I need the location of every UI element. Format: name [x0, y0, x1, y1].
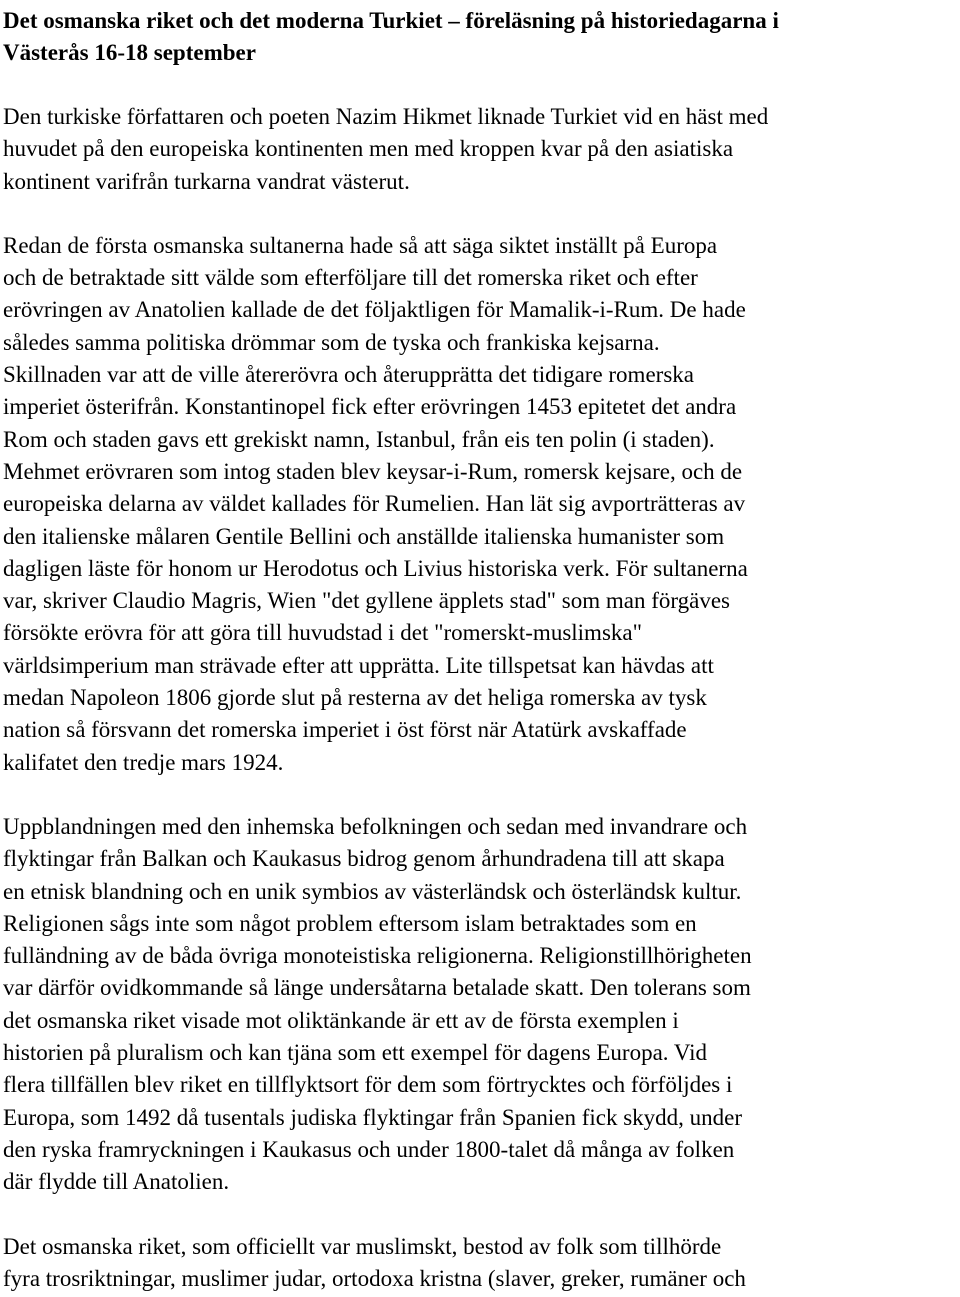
title-line: Västerås 16-18 september	[3, 40, 256, 65]
paragraph-line: den ryska framryckningen i Kaukasus och under 1800-talet då många av folken	[3, 1136, 735, 1162]
paragraph-3	[3, 811, 953, 1199]
paragraph-line: kalifatet den tredje mars 1924.	[3, 749, 284, 775]
document-page	[3, 5, 953, 1295]
paragraph-line: nation så försvann det romerska imperiet i öst först när Atatürk avskaffade	[3, 717, 687, 743]
paragraph-line: huvudet på den europeiska kontinenten men med kroppen kvar på den asiatiska	[3, 136, 734, 162]
paragraph-line: fulländning av de båda övriga monoteistiska religionerna. Religionstillhörigheten	[3, 943, 752, 969]
paragraph-2	[3, 230, 953, 779]
paragraph-line: Religionen sågs inte som något problem eftersom islam betraktades som en	[3, 910, 697, 936]
paragraph-line: imperiet österifrån. Konstantinopel fick efter erövringen 1453 epitetet det andra	[3, 394, 737, 420]
document-title	[3, 5, 953, 69]
paragraph-line: fyra trosriktningar, muslimer judar, ortodoxa kristna (slaver, greker, rumäner och	[3, 1265, 746, 1291]
paragraph-line: var därför ovidkommande så länge undersåtarna betalade skatt. Den tolerans som	[3, 975, 751, 1001]
paragraph-line: var, skriver Claudio Magris, Wien "det gyllene äpplets stad" som man förgäves	[3, 588, 731, 614]
paragraph-line: Skillnaden var att de ville återerövra och återupprätta det tidigare romerska	[3, 362, 694, 388]
paragraph-line: världsimperium man strävade efter att upprätta. Lite tillspetsat kan hävdas att	[3, 652, 714, 678]
paragraph-line: det osmanska riket visade mot oliktänkande är ett av de första exemplen i	[3, 1007, 679, 1033]
paragraph-line: erövringen av Anatolien kallade de det följaktligen för Mamalik-i-Rum. De hade	[3, 297, 746, 323]
paragraph-line: Redan de första osmanska sultanerna hade så att säga siktet inställt på Europa	[3, 232, 718, 258]
paragraph-line: således samma politiska drömmar som de tyska och frankiska kejsarna.	[3, 329, 660, 355]
paragraph-line: där flydde till Anatolien.	[3, 1169, 230, 1195]
paragraph-line: historien på pluralism och kan tjäna som ett exempel för dagens Europa. Vid	[3, 1040, 707, 1066]
paragraph-1	[3, 101, 953, 198]
paragraph-4	[3, 1231, 953, 1296]
paragraph-line: Europa, som 1492 då tusentals judiska flyktingar från Spanien fick skydd, under	[3, 1104, 743, 1130]
paragraph-line: flyktingar från Balkan och Kaukasus bidrog genom århundradena till att skapa	[3, 846, 725, 872]
paragraph-line: kontinent varifrån turkarna vandrat västerut.	[3, 168, 410, 194]
paragraph-line: dagligen läste för honom ur Herodotus och Livius historiska verk. För sultanerna	[3, 555, 748, 581]
paragraph-line: europeiska delarna av väldet kallades för Rumelien. Han lät sig avporträtteras av	[3, 491, 746, 517]
paragraph-line: den italienske målaren Gentile Bellini och anställde italienska humanister som	[3, 523, 725, 549]
paragraph-line: en etnisk blandning och en unik symbios av västerländsk och österländsk kultur.	[3, 878, 742, 904]
paragraph-line: medan Napoleon 1806 gjorde slut på resterna av det heliga romerska av tysk	[3, 685, 707, 711]
paragraph-line: Mehmet erövraren som intog staden blev keysar-i-Rum, romersk kejsare, och de	[3, 458, 743, 484]
paragraph-line: Den turkiske författaren och poeten Nazim Hikmet liknade Turkiet vid en häst med	[3, 104, 769, 129]
title-line: Det osmanska riket och det moderna Turkiet – föreläsning på historiedagarna i	[3, 8, 779, 33]
paragraph-line: Det osmanska riket, som officiellt var muslimskt, bestod av folk som tillhörde	[3, 1233, 722, 1259]
paragraph-line: och de betraktade sitt välde som efterföljare till det romerska riket och efter	[3, 265, 698, 291]
paragraph-line: Rom och staden gavs ett grekiskt namn, Istanbul, från eis ten polin (i staden).	[3, 426, 715, 452]
paragraph-line: Uppblandningen med den inhemska befolkningen och sedan med invandrare och	[3, 813, 748, 839]
paragraph-line: flera tillfällen blev riket en tillflyktsort för dem som förtrycktes och förföljdes i	[3, 1072, 733, 1098]
paragraph-line: försökte erövra för att göra till huvudstad i det "romerskt-muslimska"	[3, 620, 642, 646]
